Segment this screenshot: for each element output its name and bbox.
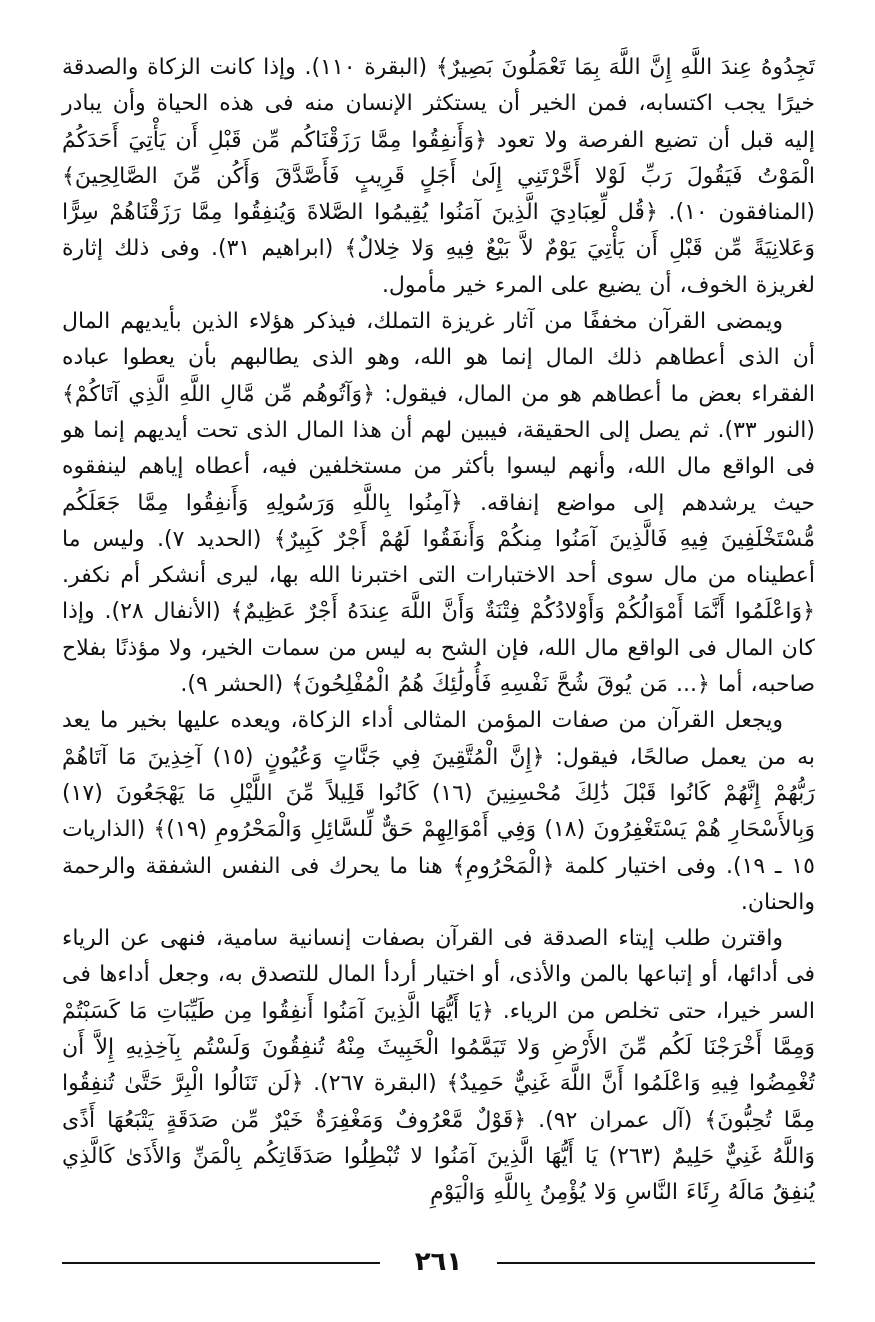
- footer-rule-left: [62, 1262, 380, 1264]
- paragraph-3: ويجعل القرآن من صفات المؤمن المثالى أداء الزكاة، ويعده عليها بخير ما يعد به من يعمل صالحًا، فيقول: ﴿إِنَّ الْمُتَّقِينَ فِي جَنَّاتٍ وَعُيُونٍ (١٥) آخِذِينَ مَا آتَاهُمْ رَبُّهُمْ إِنَّهُمْ كَانُوا قَبْلَ ذَٰلِكَ مُحْسِنِينَ (١٦) كَانُوا قَلِيلاً مِّنَ اللَّيْلِ مَا يَهْجَعُونَ (١٧) وَبِالأَسْحَارِ هُمْ يَسْتَغْفِرُونَ (١٨) وَفِي أَمْوَالِهِمْ حَقٌّ لِّلسَّائِلِ وَالْمَحْرُومِ (١٩)﴾ (الذاريات ١٥ ـ ١٩). وفى اختيار كلمة ﴿الْمَحْرُومِ﴾ هنا ما يحرك فى النفس الشفقة والرحمة والحنان.: [62, 708, 815, 915]
- book-page: [62, 50, 815, 1290]
- paragraph-4: واقترن طلب إيتاء الصدقة فى القرآن بصفات إنسانية سامية، فنهى عن الرياء فى أدائها، أو إتباعها بالمن والأذى، أو اختيار أردأ المال للتصدق به، وجعل أداءها فى السر خيرا، حتى تخلص من الرياء. ﴿يَا أَيُّهَا الَّذِينَ آمَنُوا أَنفِقُوا مِن طَيِّبَاتِ مَا كَسَبْتُمْ وَمِمَّا أَخْرَجْنَا لَكُم مِّنَ الأَرْضِ وَلا تَيَمَّمُوا الْخَبِيثَ مِنْهُ تُنفِقُونَ وَلَسْتُم بِآخِذِيهِ إِلاَّ أَن تُغْمِضُوا فِيهِ وَاعْلَمُوا أَنَّ اللَّهَ غَنِيٌّ حَمِيدٌ﴾ (البقرة ٢٦٧). ﴿لَن تَنَالُوا الْبِرَّ حَتَّىٰ تُنفِقُوا مِمَّا تُحِبُّونَ﴾ (آل عمران ٩٢). ﴿قَوْلٌ مَّعْرُوفٌ وَمَغْفِرَةٌ خَيْرٌ مِّن صَدَقَةٍ يَتْبَعُهَا أَذًى وَاللَّهُ غَنِيٌّ حَلِيمٌ (٢٦٣) يَا أَيُّهَا الَّذِينَ آمَنُوا لا تُبْطِلُوا صَدَقَاتِكُم بِالْمَنِّ وَالأَذَىٰ كَالَّذِي يُنفِقُ مَالَهُ رِئَاءَ النَّاسِ وَلا يُؤْمِنُ بِاللَّهِ وَالْيَوْمِ: [62, 926, 815, 1206]
- footer-rule-right: [497, 1262, 815, 1264]
- body-text: [62, 50, 815, 1212]
- page-footer: [62, 1242, 815, 1282]
- paragraph-2: ويمضى القرآن مخففًا من آثار غريزة التملك، فيذكر هؤلاء الذين بأيديهم المال أن الذى أعطاهم ذلك المال إنما هو الله، وهو الذى يطالبهم بأن يعطوا عباده الفقراء بعض ما أعطاهم هو من المال، فيقول: ﴿وَآتُوهُم مِّن مَّالِ اللَّهِ الَّذِي آتَاكُمْ﴾ (النور ٣٣). ثم يصل إلى الحقيقة، فيبين لهم أن هذا المال الذى تحت أيديهم إنما هو فى الواقع مال الله، وأنهم ليسوا بأكثر من مستخلفين فيه، أعطاه إياهم لينفقوه حيث يرشدهم إلى مواضع إنفاقه. ﴿آمِنُوا بِاللَّهِ وَرَسُولِهِ وَأَنفِقُوا مِمَّا جَعَلَكُم مُّسْتَخْلَفِينَ فِيهِ فَالَّذِينَ آمَنُوا مِنكُمْ وَأَنفَقُوا لَهُمْ أَجْرٌ كَبِيرٌ﴾ (الحديد ٧). وليس ما أعطيناه من مال سوى أحد الاختبارات التى اختبرنا الله بها، ليرى أنشكر أم نكفر. ﴿وَاعْلَمُوا أَنَّمَا أَمْوَالُكُمْ وَأَوْلادُكُمْ فِتْنَةٌ وَأَنَّ اللَّهَ عِندَهُ أَجْرٌ عَظِيمٌ﴾ (الأنفال ٢٨). وإذا كان المال فى الواقع مال الله، فإن الشح به ليس من سمات الخير، ولا مؤذنًا بفلاح صاحبه، أما ﴿... مَن يُوقَ شُحَّ نَفْسِهِ فَأُولَٰئِكَ هُمُ الْمُفْلِحُونَ﴾ (الحشر ٩).: [62, 309, 815, 698]
- paragraph-1: تَجِدُوهُ عِندَ اللَّهِ إِنَّ اللَّهَ بِمَا تَعْمَلُونَ بَصِيرٌ﴾ (البقرة ١١٠). وإذا كانت الزكاة والصدقة خيرًا يجب اكتسابه، فمن الخير أن يستكثر الإنسان منه فى هذه الحياة وأن يبادر إليه قبل أن تضيع الفرصة ولا تعود ﴿وَأَنفِقُوا مِمَّا رَزَقْنَاكُم مِّن قَبْلِ أَن يَأْتِيَ أَحَدَكُمُ الْمَوْتُ فَيَقُولَ رَبِّ لَوْلا أَخَّرْتَنِي إِلَىٰ أَجَلٍ قَرِيبٍ فَأَصَّدَّقَ وَأَكُن مِّنَ الصَّالِحِينَ﴾ (المنافقون ١٠). ﴿قُل لِّعِبَادِيَ الَّذِينَ آمَنُوا يُقِيمُوا الصَّلاةَ وَيُنفِقُوا مِمَّا رَزَقْنَاهُمْ سِرًّا وَعَلانِيَةً مِّن قَبْلِ أَن يَأْتِيَ يَوْمٌ لاَّ بَيْعٌ فِيهِ وَلا خِلالٌ﴾ (ابراهيم ٣١). وفى ذلك إثارة لغريزة الخوف، أن يضيع على المرء خير مأمول.: [62, 55, 815, 298]
- page-number: ٢٦١: [414, 1247, 463, 1277]
